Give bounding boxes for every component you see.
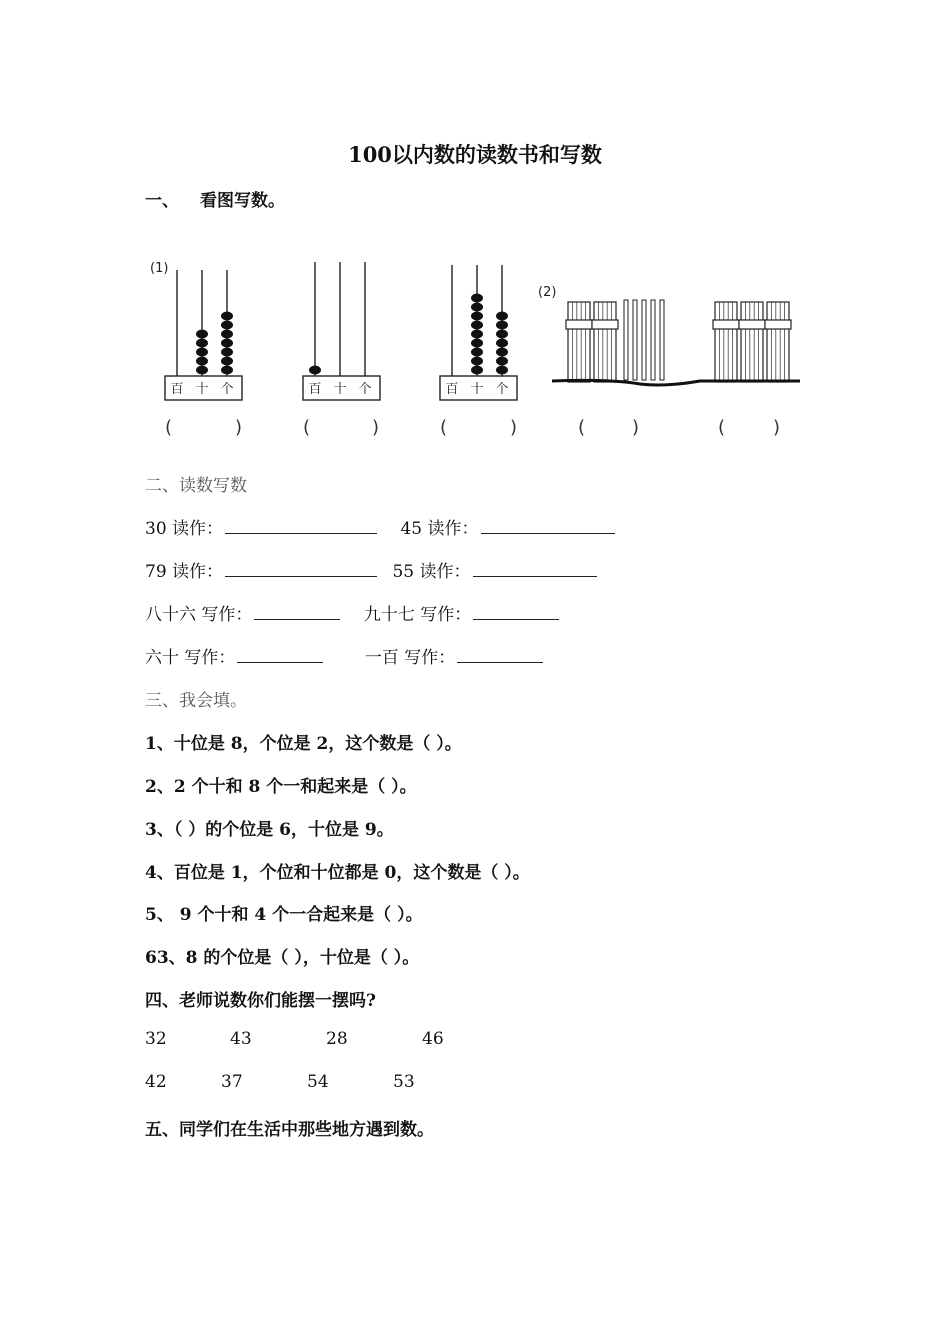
abacus-bead [496,312,508,321]
page-title: 100以内数的读数书和写数 [348,142,602,167]
stick-bundle [568,302,590,382]
section-3-heading: 三、我会填。 [145,691,247,711]
bundle-band [592,320,618,329]
place-label: 十 [333,382,347,397]
abacus-bead [471,303,483,312]
abacus-bead [496,339,508,348]
abacus-bead [471,321,483,330]
abacus-bead [496,357,508,366]
close-paren: ) [510,417,518,438]
abacus-bead [471,366,483,375]
bundle-band [739,320,765,329]
open-paren: ( [578,417,586,438]
section-1-number: 一、 [145,191,179,211]
number-46: 46 [422,1029,444,1049]
abacus-bead [196,357,208,366]
close-paren: ) [632,417,640,438]
bundle-band [765,320,791,329]
open-paren: ( [440,417,448,438]
stick-bundle [715,302,737,382]
bundle-band [566,320,592,329]
abacus-bead [496,348,508,357]
place-label: 十 [195,382,209,397]
read-label-30: 30 读作： [145,519,224,539]
abacus-bead [221,330,233,339]
number-37: 37 [221,1072,243,1092]
open-paren: ( [718,417,726,438]
answer-blank[interactable] [225,562,377,577]
figure-marker-2: (2) [538,285,557,300]
read-row-2 [145,557,597,582]
place-label: 百 [445,382,459,397]
stick-bundle-group [566,300,791,382]
number-28: 28 [326,1029,348,1049]
write-label-86: 八十六 写作： [145,605,253,625]
abacus-bead [196,330,208,339]
write-row-2 [145,643,543,668]
answer-blank[interactable] [254,605,340,620]
read-label-55: 55 读作： [392,562,471,582]
abacus-bead [221,339,233,348]
bundle-band [713,320,739,329]
abacus-bead [196,366,208,375]
abacus-bead [196,348,208,357]
open-paren: ( [303,417,311,438]
abacus-bead [309,366,321,375]
abacus-group [165,262,517,400]
place-label: 个 [358,382,372,397]
abacus-bead [496,330,508,339]
answer-blank[interactable] [225,519,377,534]
abacus-bead [471,330,483,339]
answer-blank[interactable] [457,648,543,663]
place-label: 十 [470,382,484,397]
answer-blank[interactable] [473,605,559,620]
stick-bundle [767,302,789,382]
figure-marker-1: (1) [150,261,169,276]
write-row-1 [145,600,559,625]
section-1-heading: 看图写数。 [200,191,285,211]
read-label-45: 45 读作： [400,519,479,539]
write-label-100: 一百 写作： [364,648,456,668]
close-paren: ) [372,417,380,438]
place-label: 百 [308,382,322,397]
fill-item-6: 63、8 的个位是（ ），十位是（ ）。 [145,948,420,968]
abacus-bead [471,357,483,366]
single-stick [642,300,646,380]
single-stick [633,300,637,380]
abacus-bead [221,357,233,366]
abacus-bead [471,348,483,357]
ground-line [552,380,800,385]
answer-parentheses [165,417,780,438]
section-5-heading: 五、同学们在生活中那些地方遇到数。 [145,1120,434,1140]
abacus-bead [471,339,483,348]
read-label-79: 79 读作： [145,562,224,582]
stick-bundle [594,302,616,382]
place-label: 个 [495,382,509,397]
single-stick [624,300,628,380]
number-32: 32 [145,1029,167,1049]
answer-blank[interactable] [473,562,597,577]
close-paren: ) [773,417,781,438]
abacus-bead [221,321,233,330]
abacus-bead [496,366,508,375]
fill-item-3: 3、（ ）的个位是 6，十位是 9。 [145,820,394,840]
fill-item-5: 5、 9 个十和 4 个一合起来是（ ）。 [145,905,423,925]
abacus-bead [221,348,233,357]
abacus-bead [496,321,508,330]
fill-item-1: 1、十位是 8，个位是 2，这个数是（ ）。 [145,734,462,754]
close-paren: ) [235,417,243,438]
number-53: 53 [393,1072,415,1092]
write-label-60: 六十 写作： [145,648,236,668]
number-43: 43 [230,1029,252,1049]
fill-item-4: 4、百位是 1，个位和十位都是 0，这个数是（ ）。 [145,863,530,883]
open-paren: ( [165,417,173,438]
abacus-bead [221,312,233,321]
stick-bundle [741,302,763,382]
number-42: 42 [145,1072,167,1092]
section-4-heading: 四、老师说数你们能摆一摆吗? [145,991,376,1011]
abacus-bead [221,366,233,375]
answer-blank[interactable] [481,519,615,534]
abacus-figure [140,250,820,450]
abacus-bead [471,312,483,321]
answer-blank[interactable] [237,648,323,663]
write-label-97: 九十七 写作： [363,605,472,625]
place-label: 个 [220,382,234,397]
abacus-bead [196,339,208,348]
single-stick [660,300,664,380]
number-54: 54 [307,1072,329,1092]
section-2-heading: 二、读数写数 [145,476,247,496]
single-stick [651,300,655,380]
read-row-1 [145,514,615,539]
fill-item-2: 2、2 个十和 8 个一和起来是（ ）。 [145,777,417,797]
place-label: 百 [170,382,184,397]
abacus-bead [471,294,483,303]
